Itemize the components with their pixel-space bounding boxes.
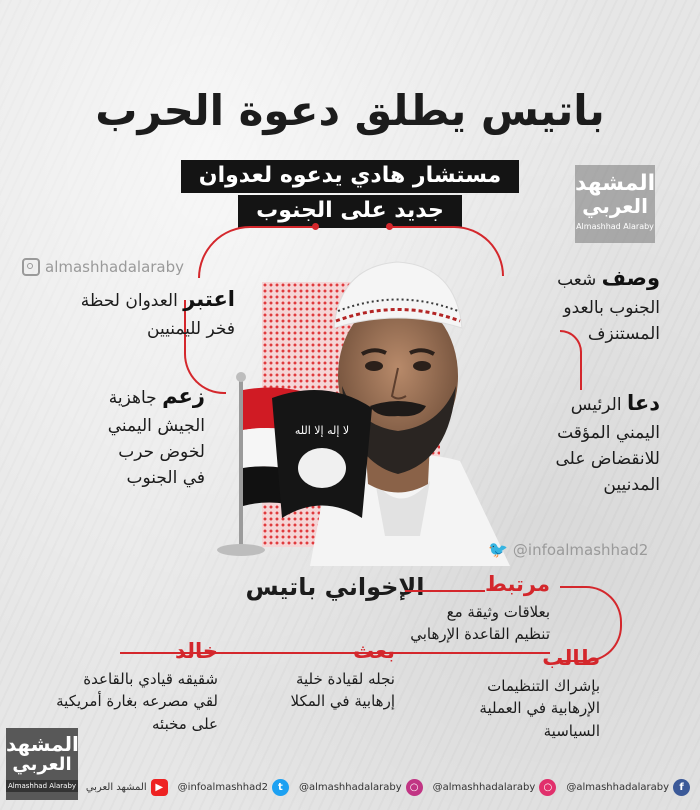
block-linked: مرتبط بعلاقات وثيقة مع تنظيم القاعدة الإرهابي	[410, 572, 550, 644]
flag-text: لا إله إلا الله	[294, 424, 350, 437]
subtitle-line-2: جديد على الجنوب	[238, 195, 462, 228]
footer-facebook[interactable]: @almashhadalaraby f	[566, 779, 690, 796]
block-called: دعا الرئيس اليمني المؤقت للانقضاض على المدنيين	[555, 391, 660, 496]
logo-top-right	[575, 165, 655, 243]
twitter-icon: 🐦	[488, 540, 508, 559]
logo-line-3: Almashhad Alaraby	[576, 222, 654, 231]
block-khaled: خالد شقيقه قيادي بالقاعدة لقي مصرعه بغارة أمريكية على مخبئه	[56, 639, 218, 733]
block-sent: بعث نجله لقيادة خلية إرهابية في المكلا	[290, 639, 395, 711]
center-label: الإخواني باتيس	[245, 573, 425, 601]
logo-line-2: العربي	[582, 194, 648, 218]
logo-bottom-left: المشهد العربي Almashhad Alaraby	[6, 728, 78, 800]
instagram-icon	[22, 258, 40, 276]
instagram-icon: ○	[539, 779, 556, 796]
twitter-watermark: 🐦 @infoalmashhad2	[488, 540, 649, 559]
footer-youtube[interactable]: المشهد العربي ▶	[86, 779, 168, 796]
page-title: باتيس يطلق دعوة الحرب	[95, 86, 605, 135]
instagram-icon: ○	[406, 779, 423, 796]
block-claimed: زعم جاهزية الجيش اليمني لخوض حرب في الجنوب	[107, 384, 205, 489]
youtube-icon: ▶	[151, 779, 168, 796]
footer-social-bar	[0, 765, 700, 810]
flags-image	[212, 368, 387, 558]
block-demanded: طالب بإشراك التنظيمات الإرهابية في العملية السياسية	[479, 646, 600, 740]
logo-line-1: المشهد	[575, 171, 656, 196]
footer-twitter[interactable]: @infoalmashhad2 t	[178, 779, 289, 796]
subtitle-line-1: مستشار هادي يدعوه لعدوان	[181, 160, 519, 193]
instagram-watermark: almashhadalaraby	[22, 258, 184, 276]
block-considered: اعتبر العدوان لحظة فخر لليمنيين	[80, 287, 235, 339]
footer-instagram-1[interactable]: @almashhadalaraby ○	[299, 779, 423, 796]
footer-instagram-2[interactable]: @almashhadalaraby ○	[433, 779, 557, 796]
facebook-icon: f	[673, 779, 690, 796]
twitter-icon: t	[272, 779, 289, 796]
block-described: وصف شعب الجنوب بالعدو المستنزف	[557, 266, 660, 344]
